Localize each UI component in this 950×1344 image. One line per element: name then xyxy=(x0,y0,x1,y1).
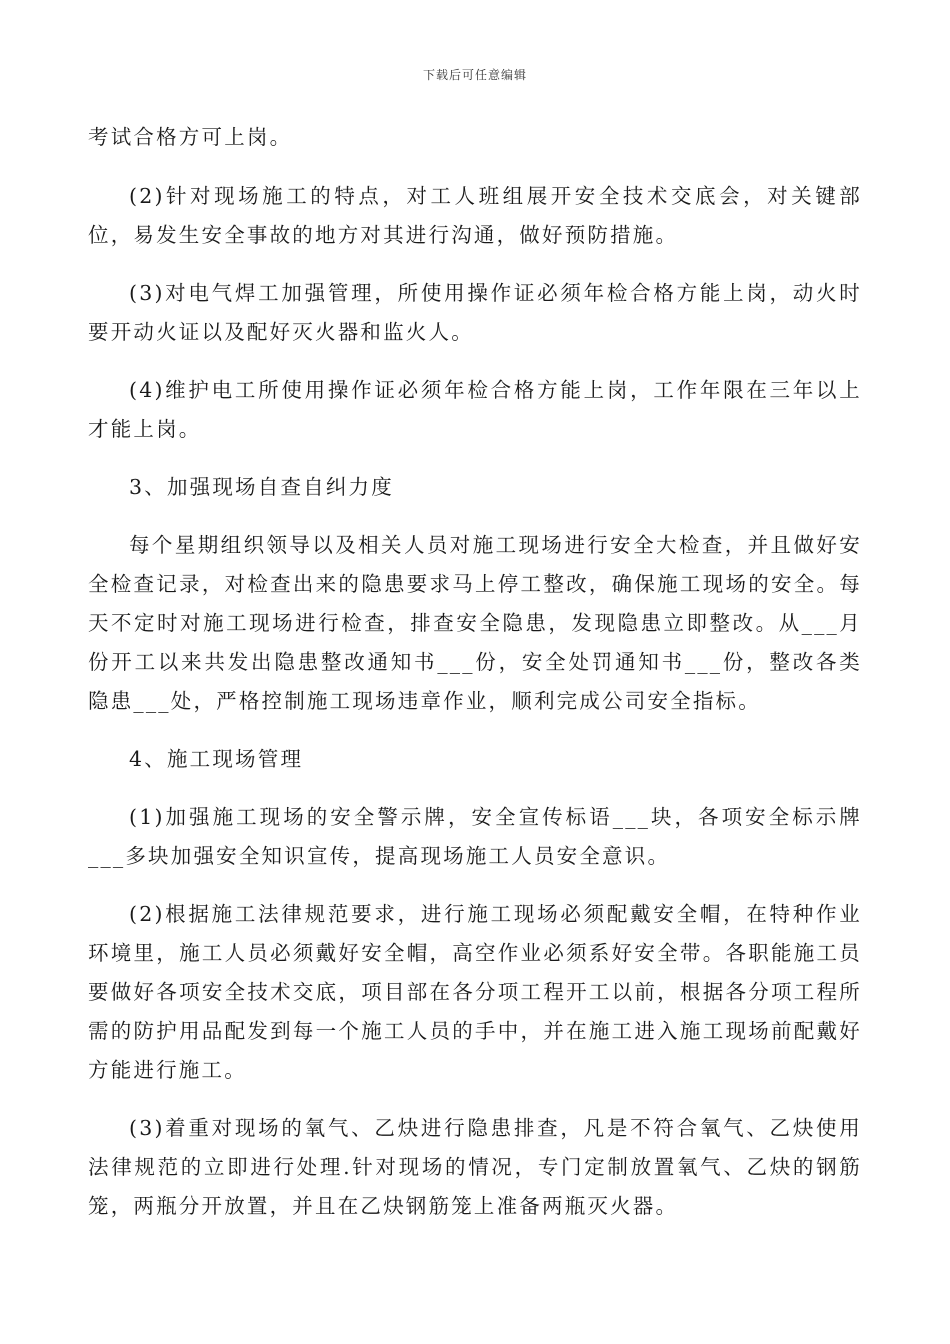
paragraph-item-3: (3)对电气焊工加强管理，所使用操作证必须年检合格方能上岗，动火时要开动火证以及配好灭火器和监火人。 xyxy=(88,281,862,344)
section-heading-3: 3、加强现场自查自纠力度 xyxy=(129,475,394,499)
paragraph-site-item-3: (3)着重对现场的氧气、乙炔进行隐患排查，凡是不符合氧气、乙炔使用法律规范的立即进行处理.针对现场的情况，专门定制放置氧气、乙炔的钢筋笼，两瓶分开放置，并且在乙炔钢筋笼上准备两瓶灭火器。 xyxy=(88,1116,862,1218)
document-body xyxy=(88,118,862,1245)
paragraph-item-2: (2)针对现场施工的特点，对工人班组展开安全技术交底会，对关键部位，易发生安全事故的地方对其进行沟通，做好预防措施。 xyxy=(88,184,862,247)
paragraph-site-item-2: (2)根据施工法律规范要求，进行施工现场必须配戴安全帽，在特种作业环境里，施工人员必须戴好安全帽，高空作业必须系好安全带。各职能施工员要做好各项安全技术交底，项目部在各分项工程开工以前，根据各分项工程所需的防护用品配发到每一个施工人员的手中，并在施工进入施工现场前配戴好方能进行施工。 xyxy=(88,902,862,1082)
paragraph-inspection: 每个星期组织领导以及相关人员对施工现场进行安全大检查，并且做好安全检查记录，对检查出来的隐患要求马上停工整改，确保施工现场的安全。每天不定时对施工现场进行检查，排查安全隐患，发现隐患立即整改。从___月份开工以来共发出隐患整改通知书___份，安全处罚通知书___份，整改各类隐患___处，严格控制施工现场违章作业，顺利完成公司安全指标。 xyxy=(88,533,862,713)
paragraph-site-item-1: (1)加强施工现场的安全警示牌，安全宣传标语___块，各项安全标示牌___多块加强安全知识宣传，提高现场施工人员安全意识。 xyxy=(88,805,862,868)
paragraph-item-4: (4)维护电工所使用操作证必须年检合格方能上岗，工作年限在三年以上才能上岗。 xyxy=(88,378,862,441)
page-header: 下载后可任意编辑 xyxy=(422,68,527,82)
section-heading-4: 4、施工现场管理 xyxy=(129,747,304,771)
paragraph-continuation: 考试合格方可上岗。 xyxy=(88,125,293,149)
